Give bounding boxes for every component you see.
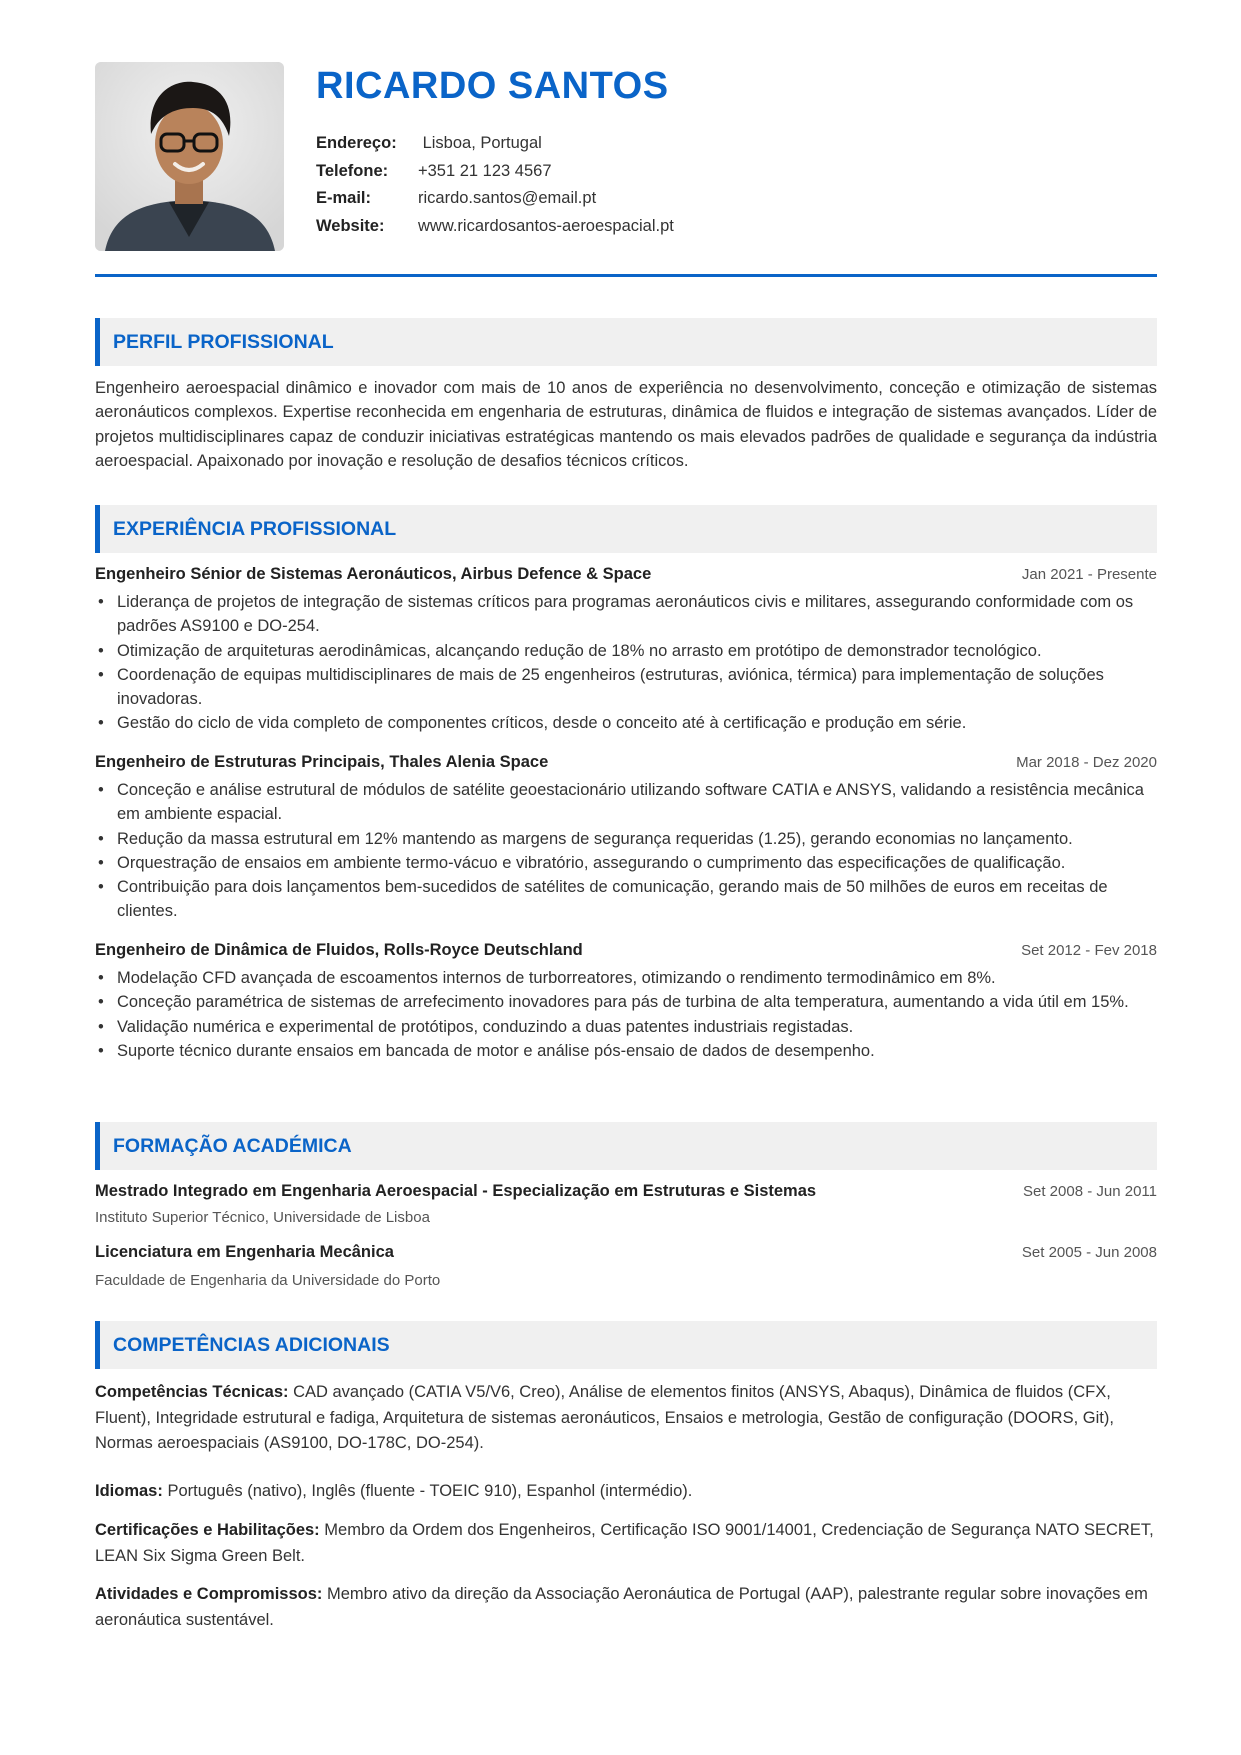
education-school: Faculdade de Engenharia da Universidade do Porto [95,1272,441,1289]
contact-label: Endereço: [316,134,397,153]
skill-label: Competências Técnicas: [95,1383,289,1401]
list-item: • Coordenação de equipas multidisciplinares de mais de 25 engenheiros (estruturas, aviónica, térmica) para implementação de soluções inovadoras. [95,663,1157,712]
list-item: • Validação numérica e experimental de protótipos, conduzindo a duas patentes industriais registadas. [95,1015,1157,1039]
job-bullets [95,966,1157,1063]
contact-value: ricardo.santos@email.pt [418,189,597,208]
education-header [95,1243,1157,1262]
section-title-skills: COMPETÊNCIAS ADICIONAIS [95,1321,1157,1369]
skill-label: Certificações e Habilitações: [95,1521,320,1539]
contact-label: Telefone: [316,161,389,180]
job-header [95,565,1157,584]
skill-certifications [95,1518,1157,1569]
skill-label: Idiomas: [95,1482,163,1500]
job-title: Engenheiro Sénior de Sistemas Aeronáuticos, Airbus Defence & Space [95,565,652,583]
contact-value: www.ricardosantos-aeroespacial.pt [418,216,674,235]
list-item: • Otimização de arquiteturas aerodinâmicas, alcançando redução de 18% no arrasto em protótipo de demonstrador tecnológico. [95,639,1157,663]
skill-activities [95,1582,1157,1633]
skill-text: Membro da Ordem dos Engenheiros, Certificação ISO 9001/14001, Credenciação de Segurança NATO SECRET, LEAN Six Sigma Green Belt. [95,1521,1154,1565]
job-bullets [95,590,1157,736]
resume-page [95,62,1157,1629]
profile-summary: Engenheiro aeroespacial dinâmico e inovador com mais de 10 anos de experiência no desenvolvimento, conceção e otimização de sistemas aeronáuticos complexos. Expertise reconhecida em engenharia de estruturas, dinâmica de fluidos e integração de sistemas avançados. Líder de projetos multidisciplinares capaz de conduzir iniciativas estratégicas mantendo os mais elevados padrões de qualidade e segurança da indústria aeroespacial. Apaixonado por inovação e resolução de desafios técnicos críticos. [95,379,1157,470]
contact-value: Lisboa, Portugal [418,134,542,153]
section-title-experience: EXPERIÊNCIA PROFISSIONAL [95,505,1157,553]
job-title: Engenheiro de Dinâmica de Fluidos, Rolls-Royce Deutschland [95,941,583,959]
skill-text: Português (nativo), Inglês (fluente - TOEIC 910), Espanhol (intermédio). [162,1482,693,1500]
list-item: • Liderança de projetos de integração de sistemas críticos para programas aeronáuticos civis e militares, assegurando conformidade com os padrões AS9100 e DO-254. [95,590,1157,639]
education-date: Set 2008 - Jun 2011 [1023,1183,1157,1200]
job-date: Set 2012 - Fev 2018 [1021,942,1157,959]
contact-address [316,130,674,158]
skill-languages [95,1479,1157,1505]
job-date: Mar 2018 - Dez 2020 [1016,754,1157,771]
list-item: • Modelação CFD avançada de escoamentos internos de turborreatores, otimizando o rendimento termodinâmico em 8%. [95,966,1157,990]
section-title-profile: PERFIL PROFISSIONAL [95,318,1157,366]
job-title: Engenheiro de Estruturas Principais, Thales Alenia Space [95,753,549,771]
skill-text: Membro ativo da direção da Associação Aeronáutica de Portugal (AAP), palestrante regular sobre inovações em aeronáutica sustentável. [95,1585,1148,1629]
skill-label: Atividades e Compromissos: [95,1585,323,1603]
candidate-name: RICARDO SANTOS [316,65,669,107]
degree-title: Licenciatura em Engenharia Mecânica [95,1243,394,1261]
degree-title: Mestrado Integrado em Engenharia Aeroespacial - Especialização em Estruturas e Sistemas [95,1182,817,1200]
contact-website [316,213,674,241]
profile-photo [95,62,284,251]
list-item: • Gestão do ciclo de vida completo de componentes críticos, desde o conceito até à certificação e produção em série. [95,711,1157,735]
list-item: • Contribuição para dois lançamentos bem-sucedidos de satélites de comunicação, gerando mais de 50 milhões de euros em receitas de clientes. [95,875,1157,924]
skill-technical [95,1380,1157,1457]
skill-text: CAD avançado (CATIA V5/V6, Creo), Análise de elementos finitos (ANSYS, Abaqus), Dinâmica de fluidos (CFX, Fluent), Integridade estrutural e fadiga, Arquitetura de sistemas aeronáuticos, Ensaios e metrologia, Gestão de configuração (DOORS, Git), Normas aeroespaciais (AS9100, DO-178C, DO-254). [95,1383,1114,1452]
education-school: Instituto Superior Técnico, Universidade de Lisboa [95,1209,430,1226]
contact-info [316,130,674,240]
contact-value: +351 21 123 4567 [418,161,552,180]
resume-header [95,62,1157,252]
job-header [95,941,1157,960]
contact-email [316,185,674,213]
education-header [95,1182,1157,1201]
job-header [95,753,1157,772]
job-date: Jan 2021 - Presente [1021,566,1157,583]
list-item: • Conceção paramétrica de sistemas de arrefecimento inovadores para pás de turbina de alta temperatura, aumentando a vida útil em 15%. [95,990,1157,1014]
education-date: Set 2005 - Jun 2008 [1021,1244,1157,1261]
header-divider [95,274,1157,277]
list-item: • Conceção e análise estrutural de módulos de satélite geoestacionário utilizando software CATIA e ANSYS, validando a resistência mecânica em ambiente espacial. [95,778,1157,827]
job-bullets [95,778,1157,924]
contact-label: E-mail: [316,189,372,208]
section-title-education: FORMAÇÃO ACADÉMICA [95,1122,1157,1170]
contact-phone [316,158,674,186]
list-item: • Redução da massa estrutural em 12% mantendo as margens de segurança requeridas (1.25), gerando economias no lançamento. [95,827,1157,851]
list-item: • Orquestração de ensaios em ambiente termo-vácuo e vibratório, assegurando o cumprimento das especificações de qualificação. [95,851,1157,875]
list-item: • Suporte técnico durante ensaios em bancada de motor e análise pós-ensaio de dados de desempenho. [95,1039,1157,1063]
contact-label: Website: [316,216,385,235]
